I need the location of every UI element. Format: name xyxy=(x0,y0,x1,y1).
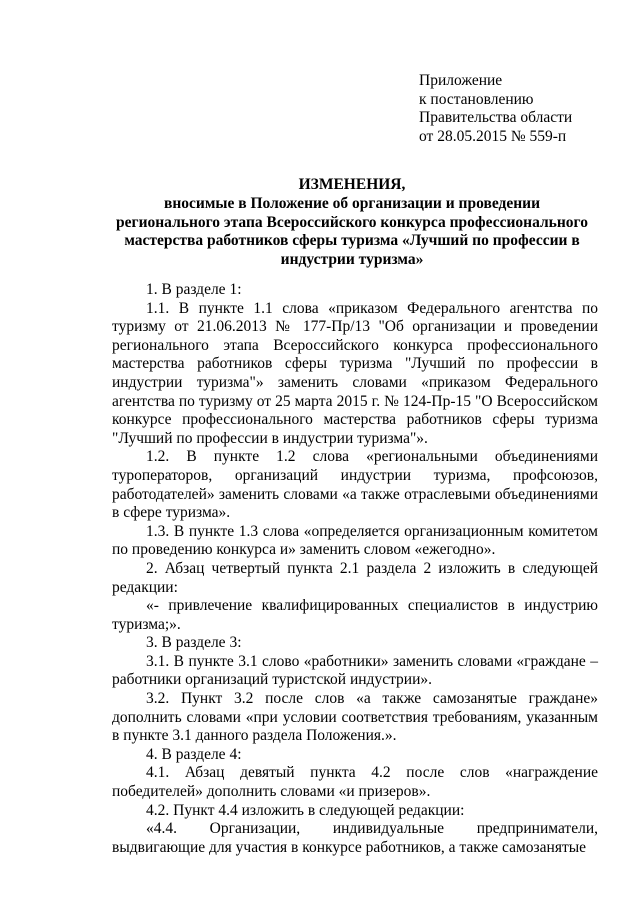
paragraph: 1.3. В пункте 1.3 слова «определяется организационным комитетом по проведению конкурса и» заменить словом «ежегодно». xyxy=(112,522,598,559)
document-title xyxy=(112,176,592,270)
paragraph: 3.2. Пункт 3.2 после слов «а также самозанятые граждане» дополнить словами «при условии соответствия требованиям, указанным в пункте 3.1 данного раздела Положения.». xyxy=(112,690,598,745)
paragraph: 3. В разделе 3: xyxy=(146,634,242,652)
appendix-line-2: к постановлению xyxy=(419,90,534,108)
paragraph: 4. В разделе 4: xyxy=(146,745,242,763)
paragraph: 1.2. В пункте 1.2 слова «региональными объединениями туроператоров, организаций индустрии туризма, профсоюзов, работодателей» заменить словами «а также отраслевыми объединениями в сфере туризма». xyxy=(112,448,598,522)
title-subtitle: вносимые в Положение об организации и проведении регионального этапа Всероссийского конкурса профессионального мастерства работников сферы туризма «Лучший по профессии в индустрии туризма» xyxy=(116,194,588,269)
document-body xyxy=(112,281,598,857)
title-heading: ИЗМЕНЕНИЯ, xyxy=(298,176,406,193)
appendix-line-1: Приложение xyxy=(419,72,503,89)
paragraph: 1.1. В пункте 1.1 слова «приказом Федерального агентства по туризму от 21.06.2013 № 177-Пр/13 "Об организации и проведении регионального этапа Всероссийского конкурса профессионального мастерства работников сферы туризма "Лучший по профессии в индустрии туризма"» заменить словами «приказом Федерального агентства по туризму от 25 марта 2015 г. № 124-Пр-15 "О Всероссийском конкурсе профессионального мастерства работников сферы туризма "Лучший по профессии в индустрии туризма"». xyxy=(112,299,598,447)
appendix-line-3: Правительства области xyxy=(419,109,573,127)
paragraph: 4.2. Пункт 4.4 изложить в следующей редакции: xyxy=(146,801,465,819)
paragraph: «4.4. Организации, индивидуальные предприниматели, выдвигающие для участия в конкурсе работников, а также самозанятые xyxy=(112,820,598,856)
paragraph: 3.1. В пункте 3.1 слово «работники» заменить словами «граждане – работники организаций туристской индустрии». xyxy=(112,652,598,689)
appendix-block xyxy=(419,72,572,146)
paragraph: «- привлечение квалифицированных специалистов в индустрию туризма;». xyxy=(112,597,598,633)
paragraph: 2. Абзац четвертый пункта 2.1 раздела 2 изложить в следующей редакции: xyxy=(112,559,598,596)
paragraph: 1. В разделе 1: xyxy=(146,281,242,298)
appendix-line-4: от 28.05.2015 № 559-п xyxy=(419,127,567,145)
paragraph: 4.1. Абзац девятый пункта 4.2 после слов «награждение победителей» дополнить словами «и призеров». xyxy=(112,764,598,801)
